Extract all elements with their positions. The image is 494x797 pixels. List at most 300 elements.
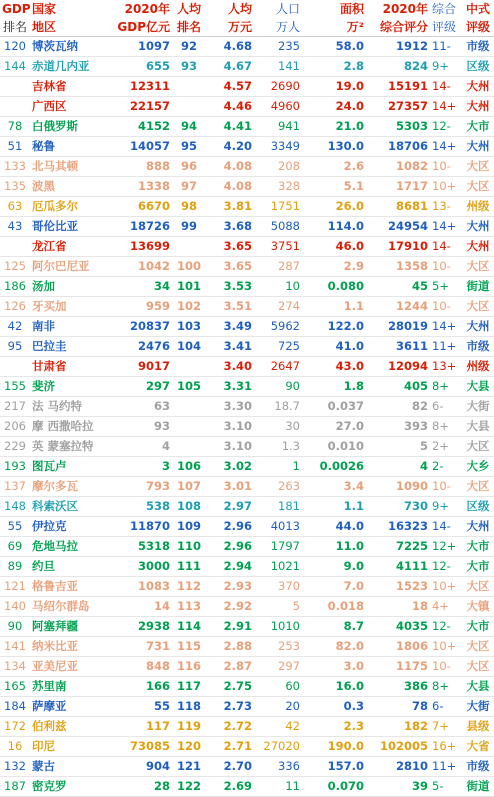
table-row bbox=[0, 737, 494, 757]
area-cell: 2.8 bbox=[302, 57, 366, 77]
area-cell: 190.0 bbox=[302, 737, 366, 757]
gdp-cell: 166 bbox=[114, 677, 172, 697]
gdp-rank-cell: 120 bbox=[0, 37, 30, 57]
per-capita-cell: 2.94 bbox=[206, 557, 254, 577]
level-cell: 大区 bbox=[462, 577, 494, 597]
header-grade-line2: 评级 bbox=[430, 18, 462, 37]
level-cell: 县级 bbox=[462, 717, 494, 737]
grade-cell: 14- bbox=[430, 77, 462, 97]
score-cell: 1175 bbox=[366, 657, 430, 677]
gdp-rank-cell: 206 bbox=[0, 417, 30, 437]
region-name-cell: 密克罗 bbox=[30, 777, 114, 797]
score-cell: 82 bbox=[366, 397, 430, 417]
area-cell: 44.0 bbox=[302, 517, 366, 537]
header-per-capita-line1: 人均 bbox=[227, 2, 252, 16]
area-cell: 82.0 bbox=[302, 637, 366, 657]
region-name-cell: 巴拉圭 bbox=[30, 337, 114, 357]
per-capita-cell: 2.92 bbox=[206, 597, 254, 617]
per-capita-rank-cell: 95 bbox=[172, 137, 206, 157]
score-cell: 18706 bbox=[366, 137, 430, 157]
per-capita-rank-cell: 92 bbox=[172, 37, 206, 57]
area-cell: 0.018 bbox=[302, 597, 366, 617]
per-capita-cell: 2.71 bbox=[206, 737, 254, 757]
header-region-line2: 地区 bbox=[30, 18, 114, 37]
population-cell: 1797 bbox=[254, 537, 302, 557]
area-cell: 3.4 bbox=[302, 477, 366, 497]
region-name-cell: 秘鲁 bbox=[30, 137, 114, 157]
area-cell: 0.3 bbox=[302, 697, 366, 717]
area-cell: 41.0 bbox=[302, 337, 366, 357]
per-capita-cell: 2.72 bbox=[206, 717, 254, 737]
per-capita-cell: 3.10 bbox=[206, 417, 254, 437]
region-name-cell: 汤加 bbox=[30, 277, 114, 297]
region-name-cell: 哥伦比亚 bbox=[30, 217, 114, 237]
per-capita-rank-cell: 117 bbox=[172, 677, 206, 697]
population-cell: 287 bbox=[254, 257, 302, 277]
table-row bbox=[0, 477, 494, 497]
grade-cell: 13- bbox=[430, 197, 462, 217]
table-row bbox=[0, 437, 494, 457]
table-row bbox=[0, 397, 494, 417]
score-cell: 5303 bbox=[366, 117, 430, 137]
population-cell: 11 bbox=[254, 777, 302, 797]
region-name-cell: 北马其顿 bbox=[30, 157, 114, 177]
population-cell: 336 bbox=[254, 757, 302, 777]
grade-cell: 6- bbox=[430, 697, 462, 717]
population-cell: 2690 bbox=[254, 77, 302, 97]
population-cell: 5088 bbox=[254, 217, 302, 237]
per-capita-rank-cell: 98 bbox=[172, 197, 206, 217]
level-cell: 街道 bbox=[462, 277, 494, 297]
score-cell: 1806 bbox=[366, 637, 430, 657]
table-row bbox=[0, 697, 494, 717]
level-cell: 大街 bbox=[462, 697, 494, 717]
header-area-line1: 面积 bbox=[339, 2, 364, 16]
table-row bbox=[0, 777, 494, 797]
grade-cell: 10- bbox=[430, 657, 462, 677]
score-cell: 102005 bbox=[366, 737, 430, 757]
population-cell: 4960 bbox=[254, 97, 302, 117]
gdp-rank-cell: 90 bbox=[0, 617, 30, 637]
score-cell: 824 bbox=[366, 57, 430, 77]
gdp-cell: 2938 bbox=[114, 617, 172, 637]
gdp-rank-cell: 193 bbox=[0, 457, 30, 477]
population-cell: 4013 bbox=[254, 517, 302, 537]
gdp-cell: 4 bbox=[114, 437, 172, 457]
area-cell: 2.6 bbox=[302, 157, 366, 177]
area-cell: 3.0 bbox=[302, 657, 366, 677]
gdp-rank-cell: 95 bbox=[0, 337, 30, 357]
gdp-cell: 904 bbox=[114, 757, 172, 777]
table-row bbox=[0, 337, 494, 357]
area-cell: 21.0 bbox=[302, 117, 366, 137]
score-cell: 8681 bbox=[366, 197, 430, 217]
area-cell: 2.9 bbox=[302, 257, 366, 277]
per-capita-rank-cell: 104 bbox=[172, 337, 206, 357]
region-name-cell: 斐济 bbox=[30, 377, 114, 397]
per-capita-cell: 2.97 bbox=[206, 497, 254, 517]
region-name-cell: 阿尔巴尼亚 bbox=[30, 257, 114, 277]
grade-cell: 5+ bbox=[430, 277, 462, 297]
grade-cell: 8+ bbox=[430, 417, 462, 437]
gdp-cell: 1097 bbox=[114, 37, 172, 57]
gdp-rank-cell: 51 bbox=[0, 137, 30, 157]
gdp-rank-cell bbox=[0, 237, 30, 257]
header-gdp-rank-line2: 排名 bbox=[0, 18, 30, 37]
grade-cell: 10- bbox=[430, 157, 462, 177]
population-cell: 328 bbox=[254, 177, 302, 197]
gdp-cell: 14 bbox=[114, 597, 172, 617]
area-cell: 16.0 bbox=[302, 677, 366, 697]
level-cell: 区级 bbox=[462, 497, 494, 517]
population-cell: 10 bbox=[254, 277, 302, 297]
header-per-capita-line2: 万元 bbox=[206, 18, 254, 37]
grade-cell: 10- bbox=[430, 477, 462, 497]
table-row bbox=[0, 597, 494, 617]
per-capita-rank-cell: 110 bbox=[172, 537, 206, 557]
table-row bbox=[0, 717, 494, 737]
per-capita-rank-cell: 111 bbox=[172, 557, 206, 577]
population-cell: 181 bbox=[254, 497, 302, 517]
population-cell: 20 bbox=[254, 697, 302, 717]
per-capita-rank-cell: 120 bbox=[172, 737, 206, 757]
population-cell: 60 bbox=[254, 677, 302, 697]
level-cell: 州级 bbox=[462, 357, 494, 377]
score-cell: 393 bbox=[366, 417, 430, 437]
per-capita-rank-cell: 112 bbox=[172, 577, 206, 597]
level-cell: 大州 bbox=[462, 237, 494, 257]
table-row bbox=[0, 357, 494, 377]
level-cell: 大州 bbox=[462, 97, 494, 117]
gdp-cell: 11870 bbox=[114, 517, 172, 537]
score-cell: 12094 bbox=[366, 357, 430, 377]
per-capita-rank-cell bbox=[172, 237, 206, 257]
grade-cell: 5- bbox=[430, 777, 462, 797]
table-row bbox=[0, 237, 494, 257]
gdp-cell: 3000 bbox=[114, 557, 172, 577]
per-capita-rank-cell: 109 bbox=[172, 517, 206, 537]
population-cell: 5 bbox=[254, 597, 302, 617]
per-capita-cell: 3.49 bbox=[206, 317, 254, 337]
per-capita-rank-cell: 108 bbox=[172, 497, 206, 517]
per-capita-cell: 2.75 bbox=[206, 677, 254, 697]
level-cell: 大州 bbox=[462, 317, 494, 337]
gdp-rank-cell: 140 bbox=[0, 597, 30, 617]
score-cell: 18 bbox=[366, 597, 430, 617]
region-name-cell: 博茨瓦纳 bbox=[30, 37, 114, 57]
area-cell: 0.010 bbox=[302, 437, 366, 457]
level-cell: 大市 bbox=[462, 537, 494, 557]
population-cell: 208 bbox=[254, 157, 302, 177]
grade-cell: 13+ bbox=[430, 357, 462, 377]
region-name-cell: 厄瓜多尔 bbox=[30, 197, 114, 217]
header-grade-line1: 综合 bbox=[432, 2, 457, 16]
population-cell: 941 bbox=[254, 117, 302, 137]
grade-cell: 8+ bbox=[430, 677, 462, 697]
per-capita-rank-cell: 105 bbox=[172, 377, 206, 397]
level-cell: 大区 bbox=[462, 437, 494, 457]
population-cell: 5962 bbox=[254, 317, 302, 337]
grade-cell: 9+ bbox=[430, 497, 462, 517]
grade-cell: 10+ bbox=[430, 637, 462, 657]
gdp-rank-cell: 125 bbox=[0, 257, 30, 277]
area-cell: 7.0 bbox=[302, 577, 366, 597]
header-level-line2: 评级 bbox=[462, 18, 494, 37]
region-name-cell: 马绍尔群岛 bbox=[30, 597, 114, 617]
grade-cell: 16+ bbox=[430, 737, 462, 757]
area-cell: 1.1 bbox=[302, 497, 366, 517]
score-cell: 4111 bbox=[366, 557, 430, 577]
area-cell: 0.0026 bbox=[302, 457, 366, 477]
table-row bbox=[0, 317, 494, 337]
level-cell: 大州 bbox=[462, 77, 494, 97]
table-row bbox=[0, 277, 494, 297]
region-name-cell: 蒙古 bbox=[30, 757, 114, 777]
gdp-cell: 5318 bbox=[114, 537, 172, 557]
area-cell: 1.8 bbox=[302, 377, 366, 397]
score-cell: 28019 bbox=[366, 317, 430, 337]
gdp-cell: 959 bbox=[114, 297, 172, 317]
population-cell: 141 bbox=[254, 57, 302, 77]
table-row bbox=[0, 97, 494, 117]
grade-cell: 14+ bbox=[430, 97, 462, 117]
table-body bbox=[0, 37, 494, 797]
area-cell: 5.1 bbox=[302, 177, 366, 197]
level-cell: 大县 bbox=[462, 677, 494, 697]
gdp-cell: 1338 bbox=[114, 177, 172, 197]
region-name-cell: 吉林省 bbox=[30, 77, 114, 97]
per-capita-rank-cell: 99 bbox=[172, 217, 206, 237]
per-capita-rank-cell bbox=[172, 417, 206, 437]
population-cell: 297 bbox=[254, 657, 302, 677]
per-capita-rank-cell: 102 bbox=[172, 297, 206, 317]
per-capita-cell: 3.81 bbox=[206, 197, 254, 217]
level-cell: 大区 bbox=[462, 257, 494, 277]
area-cell: 2.3 bbox=[302, 717, 366, 737]
table-row bbox=[0, 197, 494, 217]
level-cell: 大省 bbox=[462, 737, 494, 757]
score-cell: 5 bbox=[366, 437, 430, 457]
population-cell: 253 bbox=[254, 637, 302, 657]
per-capita-rank-cell: 101 bbox=[172, 277, 206, 297]
grade-cell: 12+ bbox=[430, 537, 462, 557]
gdp-rank-cell: 121 bbox=[0, 577, 30, 597]
per-capita-rank-cell: 119 bbox=[172, 717, 206, 737]
level-cell: 大区 bbox=[462, 657, 494, 677]
per-capita-cell: 4.08 bbox=[206, 157, 254, 177]
score-cell: 27357 bbox=[366, 97, 430, 117]
per-capita-cell: 3.53 bbox=[206, 277, 254, 297]
region-name-cell: 阿塞拜疆 bbox=[30, 617, 114, 637]
per-capita-cell: 4.20 bbox=[206, 137, 254, 157]
header-level-line1: 中式 bbox=[465, 2, 490, 16]
area-cell: 24.0 bbox=[302, 97, 366, 117]
table-row bbox=[0, 637, 494, 657]
grade-cell: 10- bbox=[430, 257, 462, 277]
table-row bbox=[0, 257, 494, 277]
grade-cell: 12- bbox=[430, 617, 462, 637]
score-cell: 16323 bbox=[366, 517, 430, 537]
table-header bbox=[0, 0, 494, 37]
level-cell: 大街 bbox=[462, 397, 494, 417]
per-capita-cell: 2.73 bbox=[206, 697, 254, 717]
score-cell: 3611 bbox=[366, 337, 430, 357]
score-cell: 1523 bbox=[366, 577, 430, 597]
grade-cell: 4+ bbox=[430, 597, 462, 617]
region-name-cell: 白俄罗斯 bbox=[30, 117, 114, 137]
region-name-cell: 苏里南 bbox=[30, 677, 114, 697]
gdp-cell: 731 bbox=[114, 637, 172, 657]
header-gdp-rank-line1: GDP bbox=[2, 2, 31, 16]
score-cell: 1244 bbox=[366, 297, 430, 317]
region-name-cell: 南非 bbox=[30, 317, 114, 337]
grade-cell: 11+ bbox=[430, 757, 462, 777]
per-capita-cell: 2.70 bbox=[206, 757, 254, 777]
population-cell: 274 bbox=[254, 297, 302, 317]
gdp-rank-cell: 144 bbox=[0, 57, 30, 77]
table-row bbox=[0, 417, 494, 437]
population-cell: 30 bbox=[254, 417, 302, 437]
gdp-cell: 655 bbox=[114, 57, 172, 77]
grade-cell: 7+ bbox=[430, 717, 462, 737]
gdp-rank-cell bbox=[0, 97, 30, 117]
level-cell: 大区 bbox=[462, 157, 494, 177]
gdp-rank-cell: 55 bbox=[0, 517, 30, 537]
gdp-cell: 538 bbox=[114, 497, 172, 517]
area-cell: 0.037 bbox=[302, 397, 366, 417]
header-row-2 bbox=[0, 18, 494, 37]
region-name-cell: 广西区 bbox=[30, 97, 114, 117]
per-capita-cell: 4.57 bbox=[206, 77, 254, 97]
grade-cell: 9+ bbox=[430, 57, 462, 77]
table-row bbox=[0, 457, 494, 477]
gdp-cell: 793 bbox=[114, 477, 172, 497]
region-name-cell: 甘肃省 bbox=[30, 357, 114, 377]
header-row-1 bbox=[0, 0, 494, 18]
score-cell: 17910 bbox=[366, 237, 430, 257]
per-capita-rank-cell bbox=[172, 77, 206, 97]
per-capita-rank-cell: 114 bbox=[172, 617, 206, 637]
level-cell: 大市 bbox=[462, 617, 494, 637]
per-capita-cell: 3.65 bbox=[206, 257, 254, 277]
per-capita-rank-cell: 121 bbox=[172, 757, 206, 777]
gdp-cell: 55 bbox=[114, 697, 172, 717]
grade-cell: 10+ bbox=[430, 177, 462, 197]
header-score-line1: 2020年 bbox=[382, 2, 428, 16]
per-capita-rank-cell: 100 bbox=[172, 257, 206, 277]
level-cell: 大县 bbox=[462, 417, 494, 437]
region-name-cell: 纳米比亚 bbox=[30, 637, 114, 657]
score-cell: 1082 bbox=[366, 157, 430, 177]
level-cell: 大区 bbox=[462, 637, 494, 657]
gdp-rank-cell: 141 bbox=[0, 637, 30, 657]
gdp-rank-cell: 89 bbox=[0, 557, 30, 577]
gdp-cell: 2476 bbox=[114, 337, 172, 357]
per-capita-rank-cell bbox=[172, 397, 206, 417]
per-capita-cell: 2.96 bbox=[206, 517, 254, 537]
population-cell: 1010 bbox=[254, 617, 302, 637]
region-name-cell: 亚美尼亚 bbox=[30, 657, 114, 677]
per-capita-rank-cell bbox=[172, 357, 206, 377]
population-cell: 3349 bbox=[254, 137, 302, 157]
gdp-rank-cell: 78 bbox=[0, 117, 30, 137]
gdp-rank-cell: 172 bbox=[0, 717, 30, 737]
per-capita-cell: 3.65 bbox=[206, 237, 254, 257]
gdp-cell: 28 bbox=[114, 777, 172, 797]
per-capita-cell: 2.87 bbox=[206, 657, 254, 677]
level-cell: 大区 bbox=[462, 297, 494, 317]
gdp-cell: 1042 bbox=[114, 257, 172, 277]
population-cell: 1021 bbox=[254, 557, 302, 577]
per-capita-cell: 3.41 bbox=[206, 337, 254, 357]
per-capita-cell: 4.41 bbox=[206, 117, 254, 137]
grade-cell: 11+ bbox=[430, 337, 462, 357]
score-cell: 7225 bbox=[366, 537, 430, 557]
score-cell: 24954 bbox=[366, 217, 430, 237]
population-cell: 42 bbox=[254, 717, 302, 737]
region-name-cell: 法 马约特 bbox=[30, 397, 114, 417]
level-cell: 大州 bbox=[462, 217, 494, 237]
gdp-cell: 22157 bbox=[114, 97, 172, 117]
area-cell: 130.0 bbox=[302, 137, 366, 157]
level-cell: 大区 bbox=[462, 477, 494, 497]
area-cell: 26.0 bbox=[302, 197, 366, 217]
table-row bbox=[0, 57, 494, 77]
population-cell: 90 bbox=[254, 377, 302, 397]
area-cell: 0.080 bbox=[302, 277, 366, 297]
table-row bbox=[0, 677, 494, 697]
per-capita-cell: 3.02 bbox=[206, 457, 254, 477]
grade-cell: 10- bbox=[430, 297, 462, 317]
gdp-cell: 18726 bbox=[114, 217, 172, 237]
per-capita-rank-cell: 93 bbox=[172, 57, 206, 77]
table-row bbox=[0, 117, 494, 137]
gdp-cell: 6670 bbox=[114, 197, 172, 217]
level-cell: 市级 bbox=[462, 757, 494, 777]
region-name-cell: 图瓦卢 bbox=[30, 457, 114, 477]
per-capita-cell: 3.40 bbox=[206, 357, 254, 377]
level-cell: 州级 bbox=[462, 197, 494, 217]
area-cell: 11.0 bbox=[302, 537, 366, 557]
gdp-cell: 14057 bbox=[114, 137, 172, 157]
score-cell: 182 bbox=[366, 717, 430, 737]
area-cell: 0.070 bbox=[302, 777, 366, 797]
score-cell: 1717 bbox=[366, 177, 430, 197]
gdp-cell: 9017 bbox=[114, 357, 172, 377]
area-cell: 1.1 bbox=[302, 297, 366, 317]
per-capita-cell: 3.30 bbox=[206, 397, 254, 417]
per-capita-cell: 2.96 bbox=[206, 537, 254, 557]
gdp-cell: 888 bbox=[114, 157, 172, 177]
score-cell: 1912 bbox=[366, 37, 430, 57]
region-name-cell: 龙江省 bbox=[30, 237, 114, 257]
level-cell: 大县 bbox=[462, 377, 494, 397]
region-name-cell: 约旦 bbox=[30, 557, 114, 577]
gdp-rank-cell: 132 bbox=[0, 757, 30, 777]
level-cell: 大镇 bbox=[462, 597, 494, 617]
gdp-rank-cell: 217 bbox=[0, 397, 30, 417]
per-capita-cell: 2.88 bbox=[206, 637, 254, 657]
header-gdp-line1: 2020年 bbox=[124, 2, 170, 16]
level-cell: 市级 bbox=[462, 337, 494, 357]
gdp-cell: 4152 bbox=[114, 117, 172, 137]
population-cell: 1.3 bbox=[254, 437, 302, 457]
score-cell: 730 bbox=[366, 497, 430, 517]
table-row bbox=[0, 297, 494, 317]
score-cell: 78 bbox=[366, 697, 430, 717]
gdp-cell: 63 bbox=[114, 397, 172, 417]
gdp-rank-cell: 133 bbox=[0, 157, 30, 177]
